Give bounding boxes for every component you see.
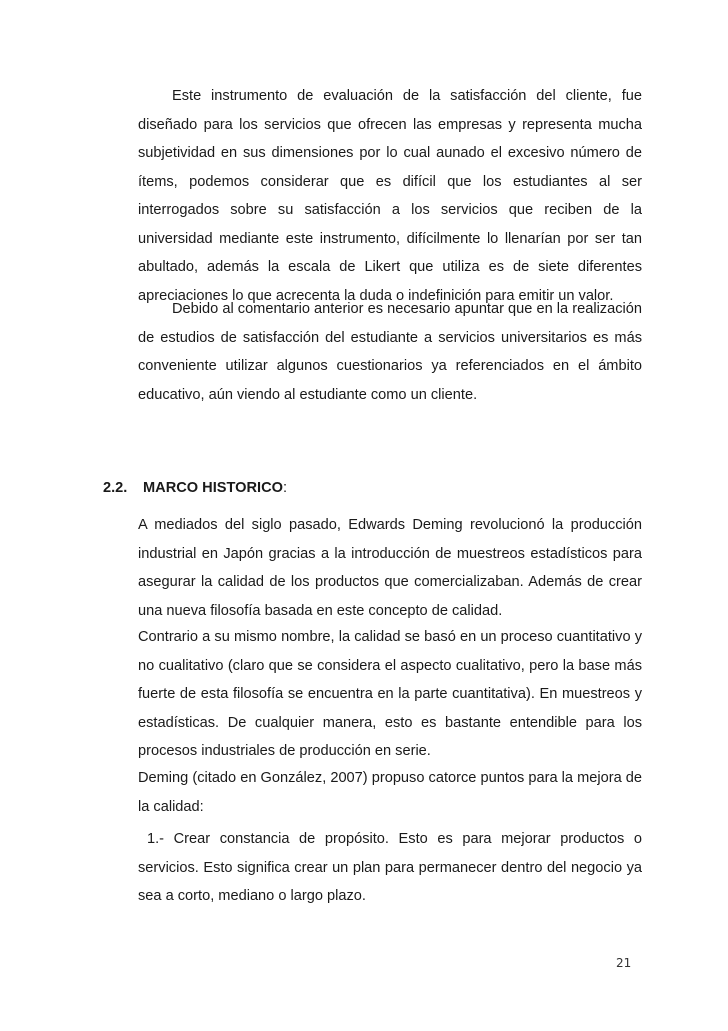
page-number: 21 [616, 956, 632, 970]
section-number: 2.2. [103, 480, 128, 496]
paragraph-comment: Debido al comentario anterior es necesario apuntar que en la realización de estudios de satisfacción del estudiante a servicios universitarios es más conveniente utilizar algunos cuestionarios ya referenciados en el ámbito educativo, aún viendo al estudiante como un cliente. [138, 301, 642, 403]
paragraph-quality-quantitative: Contrario a su mismo nombre, la calidad se basó en un proceso cuantitativo y no cualitativo (claro que se considera el aspecto cualitativo, pero la base más fuerte de esta filosofía se encuentra en la parte cuantitativa). En muestreos y estadísticas. De cualquier manera, esto es bastante entendible para los procesos industriales de producción en serie. [138, 629, 642, 759]
paragraph-fourteen-points: Deming (citado en González, 2007) propuso catorce puntos para la mejora de la calidad: [138, 770, 642, 815]
paragraph-deming-history: A mediados del siglo pasado, Edwards Deming revolucionó la producción industrial en Japón gracias a la introducción de muestreos estadísticos para asegurar la calidad de los productos que comercializaban. Además de crear una nueva filosofía basada en este concepto de calidad. [138, 517, 642, 619]
section-title-suffix: : [283, 480, 288, 496]
paragraph-instrument-evaluation: Este instrumento de evaluación de la satisfacción del cliente, fue diseñado para los servicios que ofrecen las empresas y representa mucha subjetividad en sus dimensiones por lo cual aunado el excesivo número de ítems, podemos considerar que es difícil que los estudiantes al ser interrogados sobre su satisfacción a los servicios que reciben de la universidad mediante este instrumento, difícilmente lo llenarían por ser tan abultado, además la escala de Likert que utiliza es de siete diferentes apreciaciones lo que acrecenta la duda o indefinición para emitir un valor. [138, 88, 642, 304]
section-heading [103, 477, 287, 499]
list-item-point-1: 1.- Crear constancia de propósito. Esto es para mejorar productos o servicios. Esto significa crear un plan para permanecer dentro del negocio ya sea a corto, mediano o largo plazo. [138, 831, 642, 904]
section-title: MARCO HISTORICO [143, 480, 283, 496]
